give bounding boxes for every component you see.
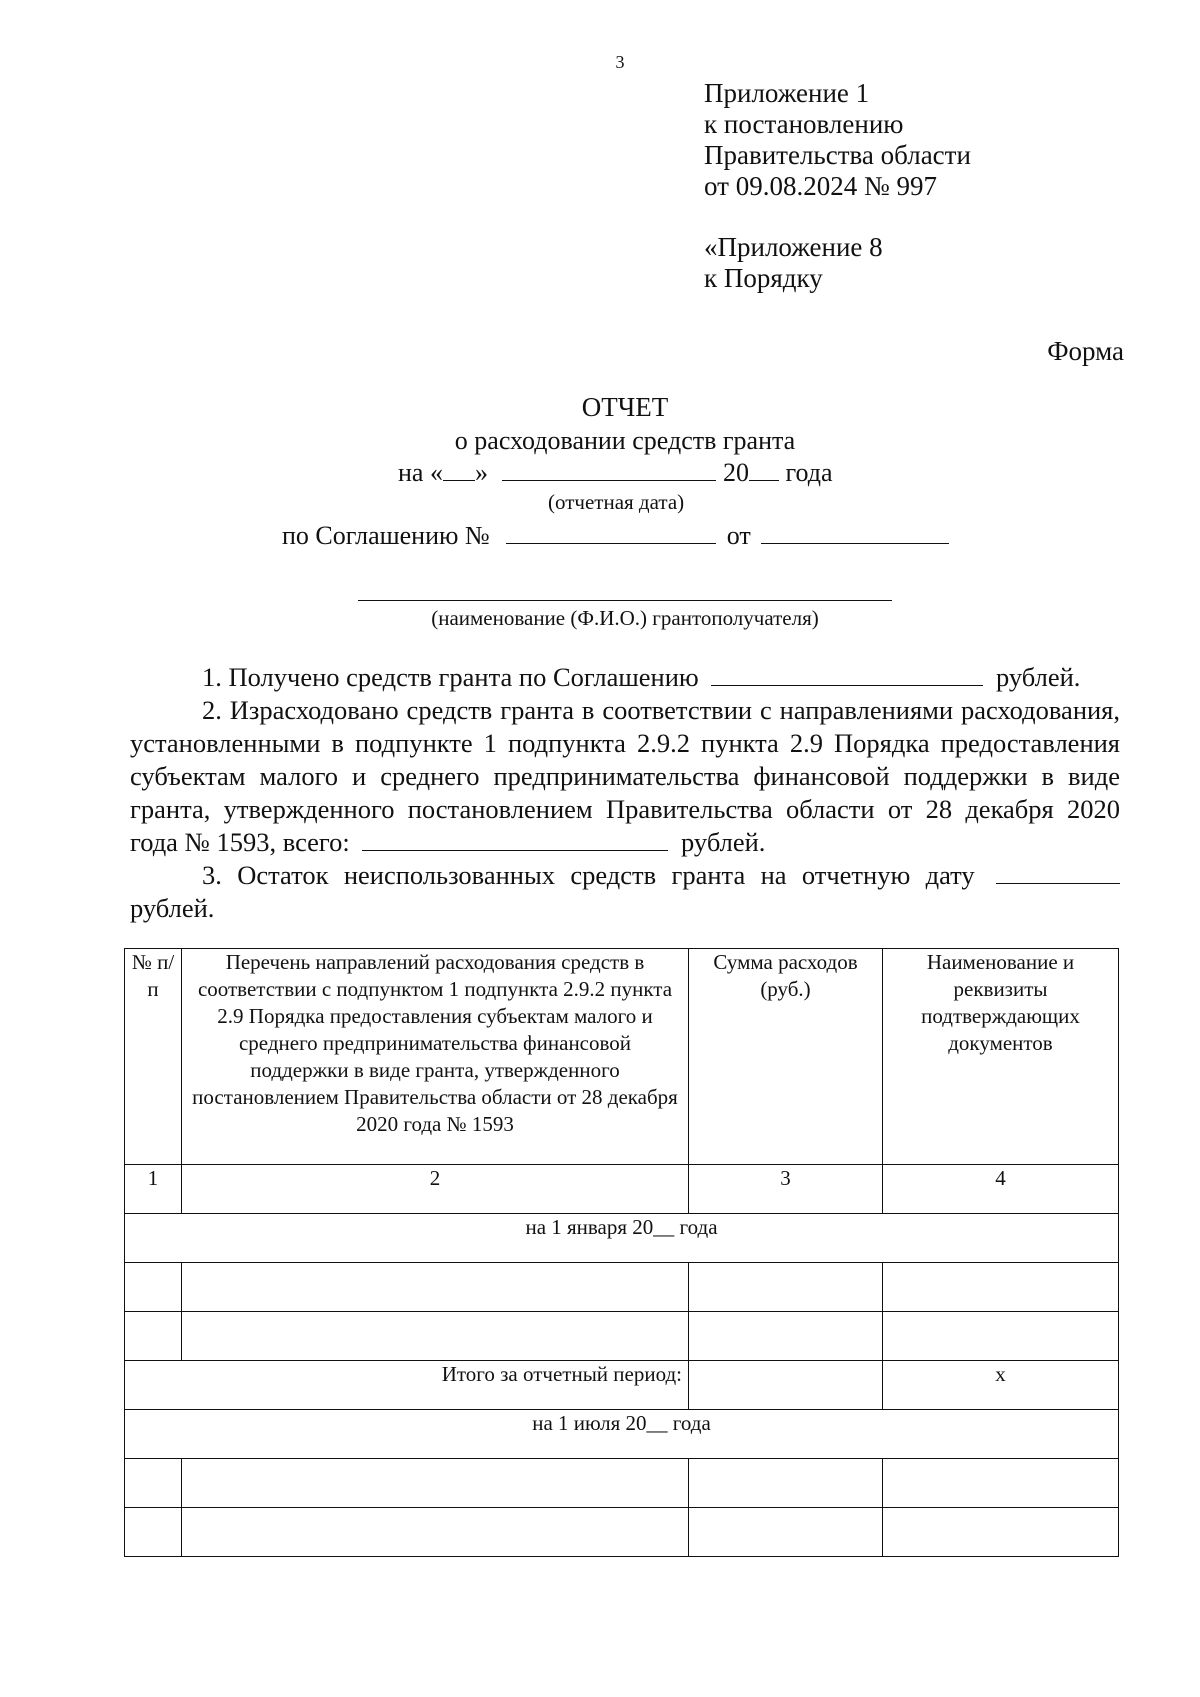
period-label: на 1 января 20__ года bbox=[125, 1214, 1119, 1263]
table-row bbox=[125, 1508, 1119, 1557]
table-header-row bbox=[125, 949, 1119, 1165]
spent-amount-field[interactable] bbox=[362, 828, 668, 851]
table-cell[interactable] bbox=[883, 1263, 1119, 1312]
table-cell[interactable] bbox=[883, 1508, 1119, 1557]
date-suffix: года bbox=[785, 458, 833, 487]
table-cell[interactable] bbox=[182, 1459, 689, 1508]
date-year: 20 bbox=[722, 458, 749, 487]
appendix-line: «Приложение 8 bbox=[704, 232, 883, 262]
page-number: 3 bbox=[615, 52, 625, 72]
appendix-line: Приложение 1 bbox=[704, 78, 870, 108]
report-date-line bbox=[398, 458, 833, 488]
received-amount-field[interactable] bbox=[711, 663, 983, 686]
table-cell[interactable] bbox=[182, 1263, 689, 1312]
total-amount-cell[interactable] bbox=[689, 1361, 883, 1410]
report-subtitle: о расходовании средств гранта bbox=[454, 426, 796, 455]
agreement-number-field[interactable] bbox=[506, 521, 716, 544]
table-cell[interactable] bbox=[689, 1508, 883, 1557]
appendix-line: от 09.08.2024 № 997 bbox=[704, 171, 937, 201]
table-row bbox=[125, 1459, 1119, 1508]
table-cell[interactable] bbox=[125, 1508, 182, 1557]
agreement-date-field[interactable] bbox=[761, 521, 949, 544]
appendix-block bbox=[704, 78, 971, 294]
date-prefix: на « bbox=[398, 458, 443, 487]
day-field[interactable] bbox=[443, 458, 475, 481]
table-row bbox=[125, 1312, 1119, 1361]
paragraph-1: 1. Получено средств гранта по Соглашению рублей. bbox=[202, 662, 1081, 692]
year-field[interactable] bbox=[749, 458, 779, 481]
table-cell[interactable] bbox=[689, 1312, 883, 1361]
report-paragraphs bbox=[130, 661, 1120, 925]
period-row bbox=[125, 1214, 1119, 1263]
agreement-from: от bbox=[726, 521, 751, 550]
table-cell[interactable] bbox=[689, 1263, 883, 1312]
table-row bbox=[125, 1263, 1119, 1312]
table-cell[interactable] bbox=[125, 1459, 182, 1508]
agreement-line bbox=[282, 521, 949, 551]
header-cell-documents: Наименование и реквизиты подтверждающих документов bbox=[883, 949, 1119, 1165]
recipient-caption: (наименование (Ф.И.О.) грантополучателя) bbox=[431, 606, 819, 630]
form-label: Форма bbox=[1047, 336, 1124, 366]
paragraph-2: 2. Израсходовано средств гранта в соответствии с направлениями расходования, установленными в подпункте 1 подпункта 2.9.2 пункта 2.9 Порядка предоставления субъектам малого и среднего предпринимательства финансовой поддержки в виде гранта, утвержденного постановлением Правительства области от 28 декабря 2020 года № 1593, всего: рублей. bbox=[130, 695, 1120, 857]
column-number: 1 bbox=[125, 1165, 182, 1214]
paragraph-3: 3. Остаток неиспользованных средств гранта на отчетную дату рублей. bbox=[130, 859, 1120, 925]
header-cell-amount: Сумма расходов (руб.) bbox=[689, 949, 883, 1165]
recipient-name-field[interactable] bbox=[358, 600, 892, 601]
remaining-amount-field[interactable] bbox=[996, 861, 1120, 884]
month-field[interactable] bbox=[502, 458, 716, 481]
appendix-line: к Порядку bbox=[704, 263, 823, 293]
column-number: 4 bbox=[883, 1165, 1119, 1214]
column-number: 3 bbox=[689, 1165, 883, 1214]
total-label: Итого за отчетный период: bbox=[125, 1361, 689, 1410]
period-row bbox=[125, 1410, 1119, 1459]
column-number-row bbox=[125, 1165, 1119, 1214]
total-row bbox=[125, 1361, 1119, 1410]
date-caption: (отчетная дата) bbox=[548, 490, 685, 514]
header-cell-number: № п/п bbox=[125, 949, 182, 1165]
table-cell[interactable] bbox=[125, 1263, 182, 1312]
appendix-line: к постановлению bbox=[704, 109, 904, 139]
column-number: 2 bbox=[182, 1165, 689, 1214]
table-cell[interactable] bbox=[125, 1312, 182, 1361]
header-cell-directions: Перечень направлений расходования средств в соответствии с подпунктом 1 подпункта 2.9.2 пункта 2.9 Порядка предоставления субъектам малого и среднего предпринимательства финансовой поддержки в виде гранта, утвержденного постановлением Правительства области от 28 декабря 2020 года № 1593 bbox=[182, 949, 689, 1165]
date-mid: » bbox=[474, 458, 488, 487]
appendix-line: Правительства области bbox=[704, 140, 971, 170]
table-cell[interactable] bbox=[883, 1312, 1119, 1361]
table-cell[interactable] bbox=[182, 1312, 689, 1361]
total-mark: х bbox=[883, 1361, 1119, 1410]
table-cell[interactable] bbox=[689, 1459, 883, 1508]
expenses-table bbox=[124, 948, 1119, 1557]
report-title: ОТЧЕТ bbox=[581, 392, 669, 422]
period-label: на 1 июля 20__ года bbox=[125, 1410, 1119, 1459]
table-cell[interactable] bbox=[883, 1459, 1119, 1508]
table-cell[interactable] bbox=[182, 1508, 689, 1557]
agreement-prefix: по Соглашению № bbox=[282, 521, 490, 550]
